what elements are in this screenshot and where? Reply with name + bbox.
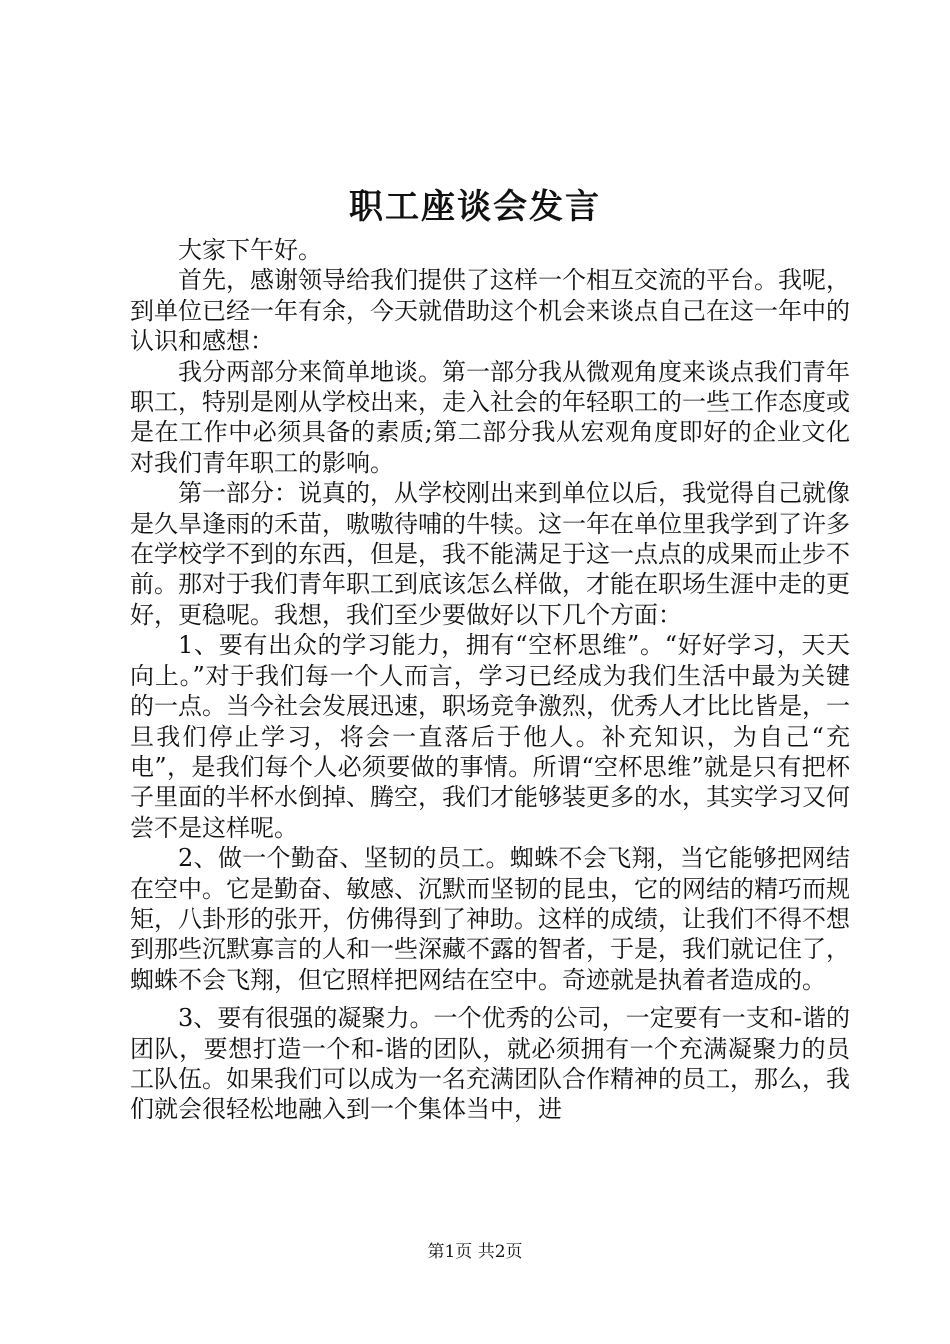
paragraph-point-2: 2、做一个勤奋、坚韧的员工。蜘蛛不会飞翔，当它能够把网结在空中。它是勤奋、敏感、沉默而坚韧的昆虫，它的网结的精巧而规矩，八卦形的张开，仿佛得到了神助。这样的成绩，让我们不得不想到那些沉默寡言的人和一些深藏不露的智者，于是，我们就记住了，蜘蛛不会飞翔，但它照样把网结在空中。奇迹就是执着者造成的。 (130, 844, 850, 994)
paragraph-point-3: 3、要有很强的凝聚力。一个优秀的公司，一定要有一支和-谐的团队，要想打造一个和-谐的团队，就必须拥有一个充满凝聚力的员工队伍。如果我们可以成为一名充满团队合作精神的员工，那么，我们就会很轻松地融入到一个集体当中，进 (130, 1004, 850, 1124)
paragraph-intro: 首先，感谢领导给我们提供了这样一个相互交流的平台。我呢，到单位已经一年有余，今天就借助这个机会来谈点自己在这一年中的认识和感想： (130, 266, 850, 356)
document-body (130, 235, 850, 1125)
paragraph-outline: 我分两部分来简单地谈。第一部分我从微观角度来谈点我们青年职工，特别是刚从学校出来，走入社会的年轻职工的一些工作态度或是在工作中必须具备的素质;第二部分我从宏观角度即好的企业文化对我们青年职工的影响。 (130, 357, 850, 477)
page-number: 第1页 共2页 (427, 1242, 523, 1262)
paragraph-greeting: 大家下午好。 (178, 236, 322, 264)
paragraph-part-one: 第一部分：说真的，从学校刚出来到单位以后，我觉得自己就像是久旱逢雨的禾苗，嗷嗷待哺的牛犊。这一年在单位里我学到了许多在学校学不到的东西，但是，我不能满足于这一点点的成果而止步不前。那对于我们青年职工到底该怎么样做，才能在职场生涯中走的更好，更稳呢。我想，我们至少要做好以下几个方面： (130, 479, 850, 629)
document-title: 职工座谈会发言 (349, 187, 601, 227)
paragraph-point-1: 1、要有出众的学习能力，拥有“空杯思维”。“好好学习，天天向上。”对于我们每一个人而言，学习已经成为我们生活中最为关键的一点。当今社会发展迅速，职场竞争激烈，优秀人才比比皆是，一旦我们停止学习，将会一直落后于他人。补充知识，为自己“充电”，是我们每个人必须要做的事情。所谓“空杯思维”就是只有把杯子里面的半杯水倒掉、腾空，我们才能够装更多的水，其实学习又何尝不是这样呢。 (130, 631, 850, 842)
